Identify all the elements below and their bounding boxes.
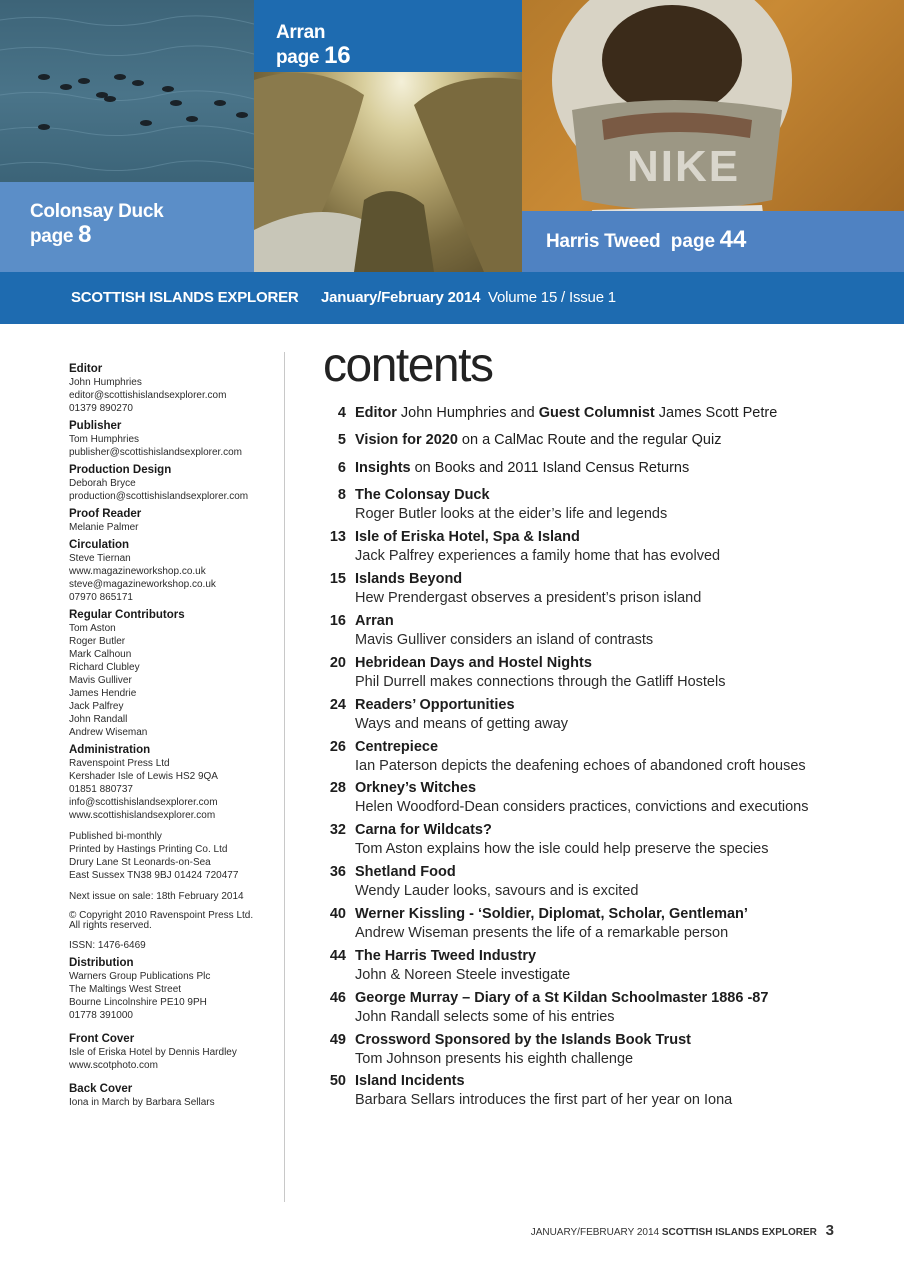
entry-page-number: 6	[337, 460, 346, 476]
front-cover-credit: Isle of Eriska Hotel by Dennis Hardley	[69, 1047, 237, 1058]
entry-page-number: 8	[337, 487, 346, 503]
duck	[140, 120, 152, 126]
editor-name: John Humphries	[69, 377, 142, 388]
entry-title: George Murray – Diary of a St Kildan Schoolmaster 1886 -87	[355, 990, 769, 1006]
entry-description: Hew Prendergast observes a president’s prison island	[355, 590, 702, 606]
contributor: Mavis Gulliver	[69, 675, 132, 686]
circulation-website: www.magazineworkshop.co.uk	[69, 566, 206, 577]
duck	[38, 124, 50, 130]
entry-title: Insights	[355, 460, 411, 476]
entry-page-number: 26	[329, 739, 346, 755]
staff-credits	[69, 362, 279, 1109]
published-line: Printed by Hastings Printing Co. Ltd	[69, 844, 228, 855]
admin-line: Ravenspoint Press Ltd	[69, 758, 170, 769]
entry-page-number: 36	[329, 864, 346, 880]
circulation-name: Steve Tiernan	[69, 553, 131, 564]
page-number: 3	[825, 1222, 834, 1239]
entry-page-number: 4	[337, 405, 346, 421]
harris-caption	[522, 211, 904, 272]
duck	[104, 96, 116, 102]
entry-page-number: 13	[329, 529, 346, 545]
production-email: production@scottishislandsexplorer.com	[69, 491, 249, 502]
production-heading: Production Design	[69, 464, 172, 476]
published-line: Published bi-monthly	[69, 831, 162, 842]
distribution-heading: Distribution	[69, 957, 134, 969]
duck	[38, 74, 50, 80]
proof-name: Melanie Palmer	[69, 522, 139, 533]
administration-heading: Administration	[69, 744, 151, 756]
footer-magazine-name: SCOTTISH ISLANDS EXPLORER	[661, 1227, 817, 1238]
arran-caption-title: Arran	[276, 22, 326, 43]
entry-text-2: James Scott Petre	[654, 405, 778, 421]
entry-page-number: 15	[329, 571, 346, 587]
front-cover-website: www.scotphoto.com	[69, 1060, 158, 1071]
copyright-line: © Copyright 2010 Ravenspoint Press Ltd.	[69, 910, 254, 921]
entry-title: Island Incidents	[355, 1073, 465, 1089]
entry-text: John Humphries and	[396, 405, 539, 421]
entry-page-number: 32	[329, 822, 346, 838]
entry-description: Helen Woodford-Dean considers practices, convictions and executions	[355, 799, 809, 815]
entry-title: Arran	[355, 613, 394, 629]
publisher-heading: Publisher	[69, 420, 122, 432]
entry-title: Editor	[355, 405, 397, 421]
duck	[60, 84, 72, 90]
entry-title: Werner Kissling - ‘Soldier, Diplomat, Scholar, Gentleman’	[355, 906, 748, 922]
entry-description: Roger Butler looks at the eider’s life and legends	[355, 506, 668, 522]
entry-title-2: Guest Columnist	[538, 405, 655, 421]
entry-title: Hebridean Days and Hostel Nights	[355, 655, 592, 671]
distribution-line: The Maltings West Street	[69, 984, 182, 995]
duck	[78, 78, 90, 84]
distribution-line: 01778 391000	[69, 1010, 133, 1021]
contents-heading: contents	[323, 339, 493, 392]
colonsay-caption	[0, 182, 254, 272]
entry-page-number: 5	[337, 432, 346, 448]
arran-caption	[254, 0, 522, 72]
duck	[114, 74, 126, 80]
entry-text: on Books and 2011 Island Census Returns	[410, 460, 690, 476]
entry-description: Jack Palfrey experiences a family home that has evolved	[355, 548, 721, 564]
volume-issue: Volume 15 / Issue 1	[488, 289, 616, 306]
entry-description: Ways and means of getting away	[355, 716, 569, 732]
entry-title: Crossword Sponsored by the Islands Book Trust	[355, 1032, 691, 1048]
duck	[132, 80, 144, 86]
contributor: Tom Aston	[69, 623, 116, 634]
duck	[214, 100, 226, 106]
entry-title: Orkney’s Witches	[355, 780, 477, 796]
circulation-phone: 07970 865171	[69, 592, 133, 603]
entry-description: Tom Johnson presents his eighth challenge	[355, 1051, 634, 1067]
entry-description: Tom Aston explains how the isle could help preserve the species	[355, 841, 769, 857]
harris-caption-page-word: page	[670, 231, 716, 252]
duck	[186, 116, 198, 122]
entry-text: on a CalMac Route and the regular Quiz	[457, 432, 722, 448]
contributor: Mark Calhoun	[69, 649, 132, 660]
front-cover-heading: Front Cover	[69, 1033, 135, 1045]
contributor: Richard Clubley	[69, 662, 140, 673]
distribution-line: Warners Group Publications Plc	[69, 971, 211, 982]
production-name: Deborah Bryce	[69, 478, 136, 489]
back-cover-heading: Back Cover	[69, 1083, 133, 1095]
editor-email: editor@scottishislandsexplorer.com	[69, 390, 227, 401]
admin-line: 01851 880737	[69, 784, 133, 795]
entry-title: The Harris Tweed Industry	[355, 948, 537, 964]
masthead-bar	[0, 272, 904, 324]
entry-page-number: 44	[329, 948, 346, 964]
harris-caption-page-number: 44	[719, 226, 747, 253]
proof-heading: Proof Reader	[69, 508, 142, 520]
colonsay-caption-page-number: 8	[78, 221, 92, 248]
admin-line: www.scottishislandsexplorer.com	[69, 810, 216, 821]
contributor: Andrew Wiseman	[69, 727, 148, 738]
entry-page-number: 40	[329, 906, 346, 922]
entry-description: Ian Paterson depicts the deafening echoes of abandoned croft houses	[355, 758, 806, 774]
colonsay-caption-title: Colonsay Duck	[30, 201, 164, 222]
arran-caption-page-number: 16	[324, 42, 351, 69]
entry-page-number: 28	[329, 780, 346, 796]
entry-description: Barbara Sellars introduces the first part of her year on Iona	[355, 1092, 733, 1108]
entry-page-number: 46	[329, 990, 346, 1006]
entry-title: Islands Beyond	[355, 571, 463, 587]
duck	[236, 112, 248, 118]
contributor: John Randall	[69, 714, 128, 725]
contributors-heading: Regular Contributors	[69, 609, 185, 621]
contributor: Jack Palfrey	[69, 701, 124, 712]
next-issue-label: Next issue on sale:	[69, 891, 154, 902]
entry-page-number: 50	[329, 1073, 346, 1089]
entry-title: The Colonsay Duck	[355, 487, 490, 503]
issn: ISSN: 1476-6469	[69, 940, 146, 951]
entry-title: Readers’ Opportunities	[355, 697, 515, 713]
distribution-line: Bourne Lincolnshire PE10 9PH	[69, 997, 207, 1008]
entry-description: Mavis Gulliver considers an island of contrasts	[355, 632, 654, 648]
arran-caption-page-word: page	[276, 47, 320, 68]
back-cover-credit: Iona in March by Barbara Sellars	[69, 1097, 215, 1108]
admin-line: Kershader Isle of Lewis HS2 9QA	[69, 771, 218, 782]
circulation-email: steve@magazineworkshop.co.uk	[69, 579, 216, 590]
page-footer	[531, 1222, 834, 1239]
entry-title: Isle of Eriska Hotel, Spa & Island	[355, 529, 580, 545]
published-line: East Sussex TN38 9BJ 01424 720477	[69, 870, 239, 881]
entry-description: Wendy Lauder looks, savours and is excited	[355, 883, 639, 899]
column-divider	[284, 352, 285, 1202]
entry-page-number: 20	[329, 655, 346, 671]
entry-page-number: 24	[329, 697, 346, 713]
issue-date: January/February 2014	[321, 289, 481, 306]
publisher-email: publisher@scottishislandsexplorer.com	[69, 447, 243, 458]
entry-description: John Randall selects some of his entries	[355, 1009, 615, 1025]
next-issue-date: 18th February 2014	[156, 891, 244, 902]
footer-issue: JANUARY/FEBRUARY 2014	[530, 1227, 660, 1238]
duck	[170, 100, 182, 106]
published-line: Drury Lane St Leonards-on-Sea	[69, 857, 211, 868]
colonsay-caption-page-word: page	[30, 226, 74, 247]
arran-cave-photo	[254, 0, 522, 272]
magazine-name: SCOTTISH ISLANDS EXPLORER	[71, 289, 299, 306]
circulation-heading: Circulation	[69, 539, 130, 551]
copyright-line: All rights reserved.	[69, 920, 152, 931]
editor-phone: 01379 890270	[69, 403, 133, 414]
entry-page-number: 49	[329, 1032, 346, 1048]
entry-description: Phil Durrell makes connections through the Gatliff Hostels	[355, 674, 726, 690]
editor-heading: Editor	[69, 363, 103, 375]
entry-description: Andrew Wiseman presents the life of a remarkable person	[355, 925, 729, 941]
admin-line: info@scottishislandsexplorer.com	[69, 797, 218, 808]
contributor: Roger Butler	[69, 636, 126, 647]
publisher-name: Tom Humphries	[69, 434, 140, 445]
entry-title: Vision for 2020	[355, 432, 458, 448]
shoe-logo-text: NIKE	[627, 142, 741, 191]
entry-page-number: 16	[329, 613, 346, 629]
harris-caption-title: Harris Tweed	[546, 231, 661, 252]
entry-title: Carna for Wildcats?	[355, 822, 492, 838]
entry-title: Centrepiece	[355, 739, 439, 755]
duck	[162, 86, 174, 92]
contributor: James Hendrie	[69, 688, 137, 699]
entry-description: John & Noreen Steele investigate	[355, 967, 571, 983]
entry-title: Shetland Food	[355, 864, 456, 880]
